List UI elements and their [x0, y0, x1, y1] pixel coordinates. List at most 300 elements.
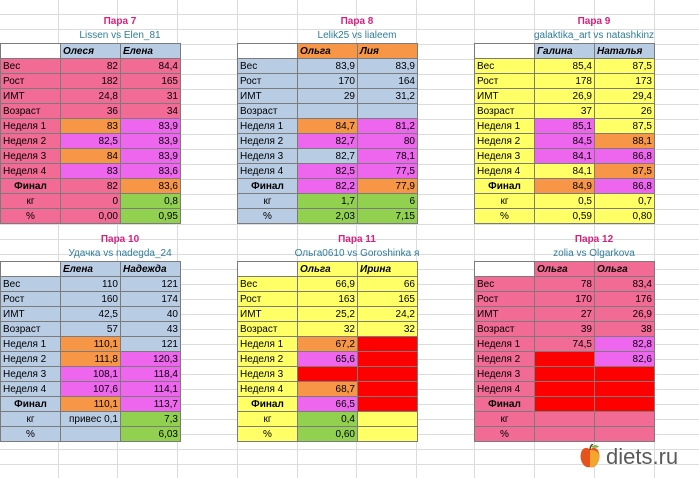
- value-cell[interactable]: 26,9: [535, 89, 595, 104]
- value-cell[interactable]: 82: [61, 59, 121, 74]
- value-cell[interactable]: 82,7: [298, 149, 358, 164]
- row-label-cell[interactable]: кг: [238, 194, 298, 209]
- row-label-cell[interactable]: кг: [238, 412, 298, 427]
- value-cell[interactable]: 84,7: [298, 119, 358, 134]
- value-cell[interactable]: 82,8: [595, 337, 655, 352]
- value-cell[interactable]: 24,8: [61, 89, 121, 104]
- value-cell[interactable]: 66: [358, 277, 418, 292]
- table-row: [1, 412, 181, 427]
- row-label-cell[interactable]: Вес: [1, 277, 61, 292]
- table-row: [475, 164, 655, 179]
- row-label-cell[interactable]: Финал: [1, 397, 61, 412]
- value-cell[interactable]: 108,1: [61, 367, 121, 382]
- value-cell[interactable]: 0,00: [61, 209, 121, 224]
- table-row: [475, 149, 655, 164]
- table-row: [1, 277, 181, 292]
- row-label-cell[interactable]: Возраст: [1, 104, 61, 119]
- table-row: [1, 89, 181, 104]
- value-cell[interactable]: [298, 367, 358, 382]
- value-cell[interactable]: [535, 412, 595, 427]
- value-cell[interactable]: 32: [358, 322, 418, 337]
- table-row: [1, 194, 181, 209]
- value-cell[interactable]: 36: [61, 104, 121, 119]
- results-table: [237, 43, 418, 224]
- table-row: [1, 164, 181, 179]
- table-row: [1, 307, 181, 322]
- value-cell[interactable]: 81,2: [358, 119, 418, 134]
- table-header-row: [475, 44, 655, 59]
- table-row: [475, 352, 655, 367]
- value-cell[interactable]: 31: [121, 89, 181, 104]
- value-cell[interactable]: 26,9: [595, 307, 655, 322]
- value-cell[interactable]: 2,03: [298, 209, 358, 224]
- value-cell[interactable]: 80: [358, 134, 418, 149]
- row-label-cell[interactable]: ИМТ: [475, 89, 535, 104]
- row-label-cell[interactable]: Неделя 4: [475, 382, 535, 397]
- value-cell[interactable]: 7,15: [358, 209, 418, 224]
- table-row: [1, 74, 181, 89]
- row-label-cell[interactable]: Рост: [475, 292, 535, 307]
- value-cell[interactable]: 110: [61, 277, 121, 292]
- header-empty-cell[interactable]: [238, 262, 298, 277]
- pair-subtitle: Ольга0610 vs Goroshinka я: [294, 248, 420, 259]
- table-row: [475, 292, 655, 307]
- row-label-cell[interactable]: Неделя 3: [238, 149, 298, 164]
- table-row: [238, 179, 418, 194]
- row-label-cell[interactable]: ИМТ: [238, 89, 298, 104]
- value-cell[interactable]: 6,03: [121, 427, 181, 442]
- value-cell[interactable]: 113,7: [121, 397, 181, 412]
- table-row: [1, 322, 181, 337]
- row-label-cell[interactable]: Неделя 2: [238, 134, 298, 149]
- value-cell[interactable]: 83,6: [121, 179, 181, 194]
- value-cell[interactable]: 32: [298, 322, 358, 337]
- value-cell[interactable]: 83,9: [358, 59, 418, 74]
- value-cell[interactable]: 84,1: [535, 149, 595, 164]
- row-label-cell[interactable]: Возраст: [238, 104, 298, 119]
- table-row: [238, 352, 418, 367]
- header-name-cell[interactable]: Ольга: [298, 44, 358, 59]
- table-row: [238, 104, 418, 119]
- table-row: [475, 59, 655, 74]
- value-cell[interactable]: [595, 382, 655, 397]
- value-cell[interactable]: [298, 104, 358, 119]
- header-empty-cell[interactable]: [238, 44, 298, 59]
- value-cell[interactable]: [535, 397, 595, 412]
- pair-title: Пара 11: [338, 234, 376, 245]
- row-label-cell[interactable]: Неделя 3: [475, 149, 535, 164]
- value-cell[interactable]: 0,4: [298, 412, 358, 427]
- row-label-cell[interactable]: Вес: [238, 59, 298, 74]
- value-cell[interactable]: 182: [61, 74, 121, 89]
- row-label-cell[interactable]: Возраст: [475, 104, 535, 119]
- row-label-cell[interactable]: Рост: [475, 74, 535, 89]
- row-label-cell[interactable]: кг: [475, 194, 535, 209]
- value-cell[interactable]: 164: [358, 74, 418, 89]
- value-cell[interactable]: [358, 397, 418, 412]
- value-cell[interactable]: 111,8: [61, 352, 121, 367]
- value-cell[interactable]: 74,5: [535, 337, 595, 352]
- row-label-cell[interactable]: %: [238, 209, 298, 224]
- row-label-cell[interactable]: %: [1, 209, 61, 224]
- value-cell[interactable]: [535, 382, 595, 397]
- value-cell[interactable]: [535, 352, 595, 367]
- row-label-cell[interactable]: Вес: [1, 59, 61, 74]
- row-label-cell[interactable]: Неделя 3: [475, 367, 535, 382]
- row-label-cell[interactable]: Неделя 1: [475, 119, 535, 134]
- value-cell[interactable]: 120,3: [121, 352, 181, 367]
- value-cell[interactable]: 0,60: [298, 427, 358, 442]
- value-cell[interactable]: 84,9: [535, 179, 595, 194]
- value-cell[interactable]: 40: [121, 307, 181, 322]
- row-label-cell[interactable]: Неделя 2: [475, 352, 535, 367]
- results-table: [0, 43, 181, 224]
- pair-title: Пара 9: [577, 16, 611, 27]
- value-cell[interactable]: 66,9: [298, 277, 358, 292]
- table-row: [1, 397, 181, 412]
- pair-subtitle: Удачка vs nadegda_24: [68, 248, 172, 259]
- value-cell[interactable]: [595, 412, 655, 427]
- header-empty-cell[interactable]: [475, 44, 535, 59]
- value-cell[interactable]: 83,9: [121, 149, 181, 164]
- value-cell[interactable]: 83: [61, 164, 121, 179]
- table-row: [238, 367, 418, 382]
- row-label-cell[interactable]: Неделя 1: [1, 337, 61, 352]
- table-row: [475, 322, 655, 337]
- value-cell[interactable]: 83,9: [121, 134, 181, 149]
- header-name-cell[interactable]: Елена: [61, 262, 121, 277]
- diets-logo[interactable]: [574, 438, 699, 478]
- table-row: [475, 412, 655, 427]
- value-cell[interactable]: 43: [121, 322, 181, 337]
- row-label-cell[interactable]: кг: [475, 412, 535, 427]
- value-cell[interactable]: 165: [121, 74, 181, 89]
- table-row: [238, 89, 418, 104]
- value-cell[interactable]: 84,1: [535, 164, 595, 179]
- value-cell[interactable]: 163: [298, 292, 358, 307]
- table-row: [238, 307, 418, 322]
- value-cell[interactable]: 170: [535, 292, 595, 307]
- value-cell[interactable]: 24,2: [358, 307, 418, 322]
- results-table: [0, 261, 181, 442]
- header-empty-cell[interactable]: [475, 262, 535, 277]
- value-cell[interactable]: [358, 337, 418, 352]
- row-label-cell[interactable]: Неделя 1: [1, 119, 61, 134]
- value-cell[interactable]: 83,9: [121, 119, 181, 134]
- row-label-cell[interactable]: Неделя 3: [1, 149, 61, 164]
- header-name-cell[interactable]: Ирина: [358, 262, 418, 277]
- table-row: [475, 277, 655, 292]
- value-cell[interactable]: 29,4: [595, 89, 655, 104]
- table-header-row: [238, 262, 418, 277]
- row-label-cell[interactable]: Неделя 4: [238, 382, 298, 397]
- value-cell[interactable]: 38: [595, 322, 655, 337]
- value-cell[interactable]: 114,1: [121, 382, 181, 397]
- value-cell[interactable]: 110,1: [61, 397, 121, 412]
- row-label-cell[interactable]: %: [475, 427, 535, 442]
- table-row: [475, 134, 655, 149]
- value-cell[interactable]: [595, 397, 655, 412]
- value-cell[interactable]: 27: [535, 307, 595, 322]
- value-cell[interactable]: [358, 367, 418, 382]
- header-name-cell[interactable]: Ольга: [535, 262, 595, 277]
- table-row: [475, 89, 655, 104]
- row-label-cell[interactable]: Неделя 2: [475, 134, 535, 149]
- table-row: [1, 149, 181, 164]
- value-cell[interactable]: 84,5: [535, 134, 595, 149]
- table-row: [1, 352, 181, 367]
- table-row: [1, 209, 181, 224]
- table-row: [475, 209, 655, 224]
- value-cell[interactable]: [358, 382, 418, 397]
- value-cell[interactable]: 78: [535, 277, 595, 292]
- row-label-cell[interactable]: Неделя 4: [1, 382, 61, 397]
- row-label-cell[interactable]: %: [1, 427, 61, 442]
- value-cell[interactable]: 160: [61, 292, 121, 307]
- table-row: [238, 74, 418, 89]
- table-row: [238, 149, 418, 164]
- value-cell[interactable]: 85,4: [535, 59, 595, 74]
- value-cell[interactable]: 84,4: [121, 59, 181, 74]
- value-cell[interactable]: 121: [121, 337, 181, 352]
- table-row: [238, 397, 418, 412]
- table-row: [475, 307, 655, 322]
- value-cell[interactable]: 170: [298, 74, 358, 89]
- row-label-cell[interactable]: Вес: [238, 277, 298, 292]
- header-name-cell[interactable]: Надежда: [121, 262, 181, 277]
- table-row: [238, 382, 418, 397]
- table-row: [238, 292, 418, 307]
- value-cell[interactable]: 37: [535, 104, 595, 119]
- row-label-cell[interactable]: Неделя 1: [475, 337, 535, 352]
- value-cell[interactable]: 1,7: [298, 194, 358, 209]
- value-cell[interactable]: 174: [121, 292, 181, 307]
- row-label-cell[interactable]: Неделя 2: [1, 352, 61, 367]
- row-label-cell[interactable]: ИМТ: [1, 89, 61, 104]
- row-label-cell[interactable]: Финал: [475, 179, 535, 194]
- value-cell[interactable]: 26: [595, 104, 655, 119]
- row-label-cell[interactable]: Вес: [475, 277, 535, 292]
- row-label-cell[interactable]: Рост: [238, 292, 298, 307]
- table-row: [238, 322, 418, 337]
- value-cell[interactable]: 0,95: [121, 209, 181, 224]
- table-row: [238, 427, 418, 442]
- value-cell[interactable]: 0,8: [121, 194, 181, 209]
- table-header-row: [475, 262, 655, 277]
- value-cell[interactable]: 66,5: [298, 397, 358, 412]
- row-label-cell[interactable]: Финал: [1, 179, 61, 194]
- value-cell[interactable]: 82,6: [595, 352, 655, 367]
- value-cell[interactable]: 83,4: [595, 277, 655, 292]
- table-header-row: [1, 262, 181, 277]
- pair-title: Пара 7: [103, 16, 137, 27]
- header-empty-cell[interactable]: [1, 44, 61, 59]
- value-cell[interactable]: 78,1: [358, 149, 418, 164]
- value-cell[interactable]: 29: [298, 89, 358, 104]
- value-cell[interactable]: 82,7: [298, 134, 358, 149]
- value-cell[interactable]: 82,5: [61, 134, 121, 149]
- pair-title: Пара 8: [340, 16, 374, 27]
- value-cell[interactable]: [358, 104, 418, 119]
- pair-title: Пара 10: [100, 234, 140, 245]
- value-cell[interactable]: 6: [358, 194, 418, 209]
- row-label-cell[interactable]: ИМТ: [475, 307, 535, 322]
- value-cell[interactable]: 83,6: [121, 164, 181, 179]
- value-cell[interactable]: привес 0,1: [61, 412, 121, 427]
- row-label-cell[interactable]: %: [238, 427, 298, 442]
- table-row: [1, 134, 181, 149]
- row-label-cell[interactable]: Неделя 4: [1, 164, 61, 179]
- row-label-cell[interactable]: кг: [1, 412, 61, 427]
- value-cell[interactable]: 34: [121, 104, 181, 119]
- header-name-cell[interactable]: Олеся: [61, 44, 121, 59]
- table-row: [1, 337, 181, 352]
- table-row: [1, 119, 181, 134]
- row-label-cell[interactable]: Неделя 4: [475, 164, 535, 179]
- header-name-cell[interactable]: Ольга: [298, 262, 358, 277]
- value-cell[interactable]: 57: [61, 322, 121, 337]
- row-label-cell[interactable]: Неделя 1: [238, 119, 298, 134]
- row-label-cell[interactable]: Финал: [238, 397, 298, 412]
- header-name-cell[interactable]: Галина: [535, 44, 595, 59]
- row-label-cell[interactable]: Рост: [1, 292, 61, 307]
- value-cell[interactable]: 87,5: [595, 59, 655, 74]
- value-cell[interactable]: 67,2: [298, 337, 358, 352]
- value-cell[interactable]: [358, 427, 418, 442]
- value-cell[interactable]: 82,5: [298, 164, 358, 179]
- value-cell[interactable]: 107,6: [61, 382, 121, 397]
- header-name-cell[interactable]: Ольга: [595, 262, 655, 277]
- table-row: [475, 74, 655, 89]
- table-row: [475, 397, 655, 412]
- table-row: [1, 59, 181, 74]
- pair-subtitle: galaktika_art vs natashkinz: [533, 30, 655, 41]
- row-label-cell[interactable]: ИМТ: [238, 307, 298, 322]
- table-row: [238, 194, 418, 209]
- table-row: [475, 382, 655, 397]
- value-cell[interactable]: 165: [358, 292, 418, 307]
- table-row: [475, 104, 655, 119]
- value-cell[interactable]: [61, 427, 121, 442]
- value-cell[interactable]: 86,8: [595, 179, 655, 194]
- value-cell[interactable]: 65,6: [298, 352, 358, 367]
- value-cell[interactable]: 42,5: [61, 307, 121, 322]
- value-cell[interactable]: 86,8: [595, 149, 655, 164]
- row-label-cell[interactable]: Возраст: [1, 322, 61, 337]
- value-cell[interactable]: 84: [61, 149, 121, 164]
- row-label-cell[interactable]: кг: [1, 194, 61, 209]
- table-row: [1, 292, 181, 307]
- header-name-cell[interactable]: Елена: [121, 44, 181, 59]
- table-row: [1, 104, 181, 119]
- value-cell[interactable]: 0,5: [535, 194, 595, 209]
- row-label-cell[interactable]: Финал: [475, 397, 535, 412]
- value-cell[interactable]: 178: [535, 74, 595, 89]
- row-label-cell[interactable]: Неделя 2: [238, 352, 298, 367]
- pair-subtitle: Lelik25 vs lialeem: [317, 30, 397, 41]
- table-row: [238, 134, 418, 149]
- value-cell[interactable]: 68,7: [298, 382, 358, 397]
- value-cell[interactable]: 173: [595, 74, 655, 89]
- value-cell[interactable]: 31,2: [358, 89, 418, 104]
- table-row: [238, 59, 418, 74]
- results-table: [237, 261, 418, 442]
- row-label-cell[interactable]: Рост: [1, 74, 61, 89]
- value-cell[interactable]: 0,7: [595, 194, 655, 209]
- value-cell[interactable]: 83: [61, 119, 121, 134]
- row-label-cell[interactable]: Неделя 3: [238, 367, 298, 382]
- table-row: [1, 179, 181, 194]
- table-row: [475, 367, 655, 382]
- logo-text: diets.ru: [606, 444, 679, 469]
- apple-icon: [578, 444, 602, 470]
- row-label-cell[interactable]: Неделя 1: [238, 337, 298, 352]
- row-label-cell[interactable]: Неделя 3: [1, 367, 61, 382]
- value-cell[interactable]: 82: [61, 179, 121, 194]
- row-label-cell[interactable]: %: [475, 209, 535, 224]
- value-cell[interactable]: [535, 367, 595, 382]
- header-name-cell[interactable]: Наталья: [595, 44, 655, 59]
- value-cell[interactable]: 176: [595, 292, 655, 307]
- pair-title: Пара 12: [574, 234, 614, 245]
- table-header-row: [238, 44, 418, 59]
- value-cell[interactable]: 121: [121, 277, 181, 292]
- value-cell[interactable]: 87,5: [595, 119, 655, 134]
- value-cell[interactable]: 77,5: [358, 164, 418, 179]
- row-label-cell[interactable]: Финал: [238, 179, 298, 194]
- row-label-cell[interactable]: ИМТ: [1, 307, 61, 322]
- table-row: [475, 194, 655, 209]
- value-cell[interactable]: 110,1: [61, 337, 121, 352]
- value-cell[interactable]: [595, 367, 655, 382]
- row-label-cell[interactable]: Возраст: [238, 322, 298, 337]
- value-cell[interactable]: 7,3: [121, 412, 181, 427]
- row-label-cell[interactable]: Возраст: [475, 322, 535, 337]
- row-label-cell[interactable]: Неделя 2: [1, 134, 61, 149]
- row-label-cell[interactable]: Рост: [238, 74, 298, 89]
- table-row: [238, 209, 418, 224]
- table-row: [1, 427, 181, 442]
- table-row: [1, 367, 181, 382]
- value-cell[interactable]: [358, 352, 418, 367]
- table-row: [238, 277, 418, 292]
- value-cell[interactable]: 77,9: [358, 179, 418, 194]
- table-row: [475, 119, 655, 134]
- value-cell[interactable]: 85,1: [535, 119, 595, 134]
- row-label-cell[interactable]: Неделя 4: [238, 164, 298, 179]
- value-cell[interactable]: 0,59: [535, 209, 595, 224]
- value-cell[interactable]: 0: [61, 194, 121, 209]
- header-empty-cell[interactable]: [1, 262, 61, 277]
- table-row: [238, 119, 418, 134]
- table-row: [475, 337, 655, 352]
- value-cell[interactable]: 88,1: [595, 134, 655, 149]
- value-cell[interactable]: 0,80: [595, 209, 655, 224]
- value-cell[interactable]: 118,4: [121, 367, 181, 382]
- table-row: [238, 164, 418, 179]
- value-cell[interactable]: 39: [535, 322, 595, 337]
- value-cell[interactable]: [358, 412, 418, 427]
- table-header-row: [1, 44, 181, 59]
- pair-subtitle: Lissen vs Elen_81: [79, 30, 161, 41]
- value-cell[interactable]: 83,9: [298, 59, 358, 74]
- value-cell[interactable]: 82,2: [298, 179, 358, 194]
- row-label-cell[interactable]: Вес: [475, 59, 535, 74]
- value-cell[interactable]: 87,5: [595, 164, 655, 179]
- results-table: [474, 43, 655, 224]
- value-cell[interactable]: 25,2: [298, 307, 358, 322]
- header-name-cell[interactable]: Лия: [358, 44, 418, 59]
